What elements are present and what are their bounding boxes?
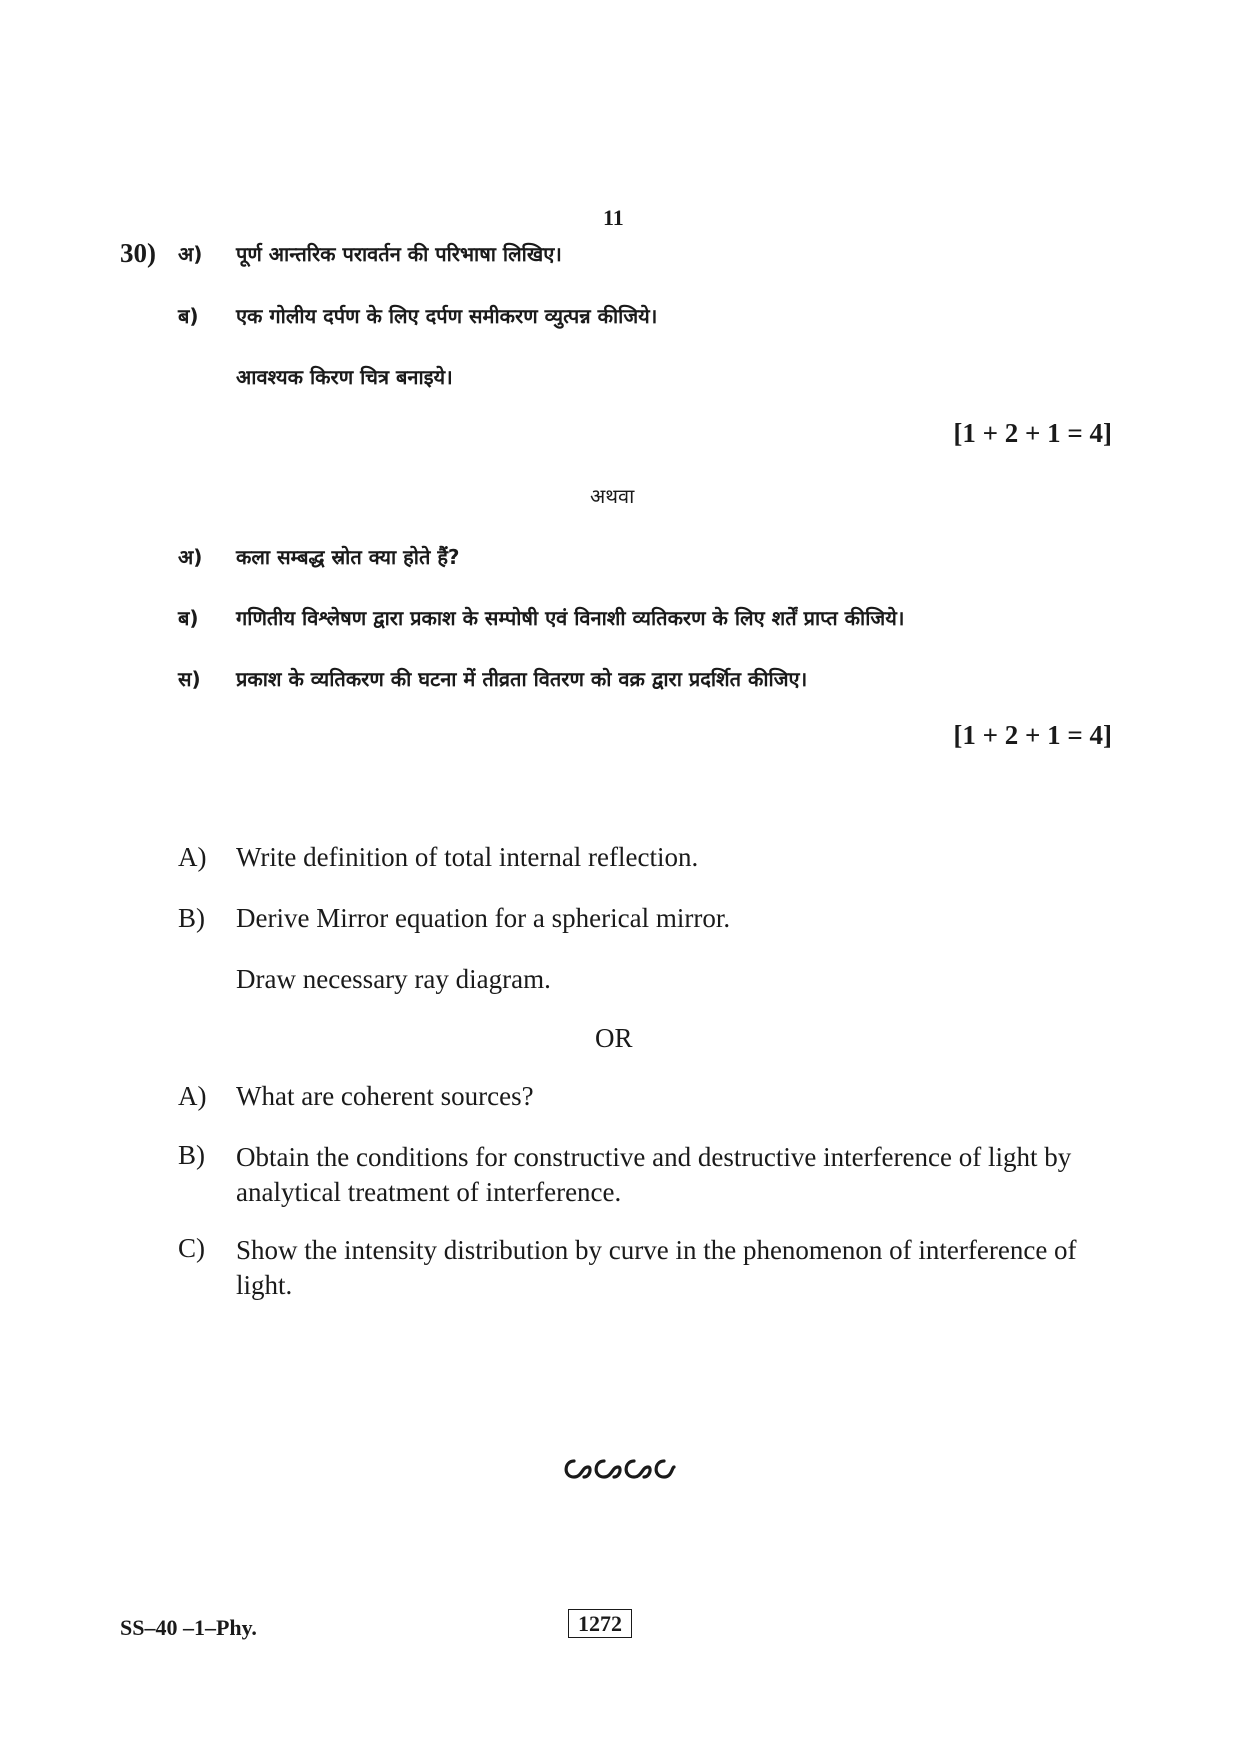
english-alt-q3-label: C) (178, 1233, 205, 1263)
hindi-q1-label: अ) (178, 242, 203, 266)
hindi-alt-q2-label: ब) (178, 606, 199, 630)
hindi-alt-q3-label: स) (178, 667, 201, 691)
english-alt-q1-text: What are coherent sources? (236, 1081, 534, 1111)
or-english: OR (595, 1023, 633, 1053)
hindi-q2-text: एक गोलीय दर्पण के लिए दर्पण समीकरण व्युत्पन्न कीजिये। (236, 304, 658, 328)
hindi-q1-text: पूर्ण आन्तरिक परावर्तन की परिभाषा लिखिए। (236, 242, 562, 266)
page-number: 11 (603, 205, 624, 230)
english-alt-q1-label: A) (178, 1081, 207, 1111)
hindi-alt-q1-label: अ) (178, 545, 203, 569)
hindi-q2-extra: आवश्यक किरण चित्र बनाइये। (236, 365, 453, 389)
footer-page-box: 1272 (568, 1609, 632, 1638)
english-q1-label: A) (178, 842, 207, 872)
english-q2-extra: Draw necessary ray diagram. (236, 964, 551, 994)
marks-hindi-alt: [1 + 2 + 1 = 4] (953, 720, 1112, 750)
english-alt-q3-text: Show the intensity distribution by curve in the phenomenon of interference of light. (236, 1235, 1077, 1300)
english-q1-text: Write definition of total internal reflection. (236, 842, 699, 872)
hindi-q2-label: ब) (178, 304, 199, 328)
hindi-alt-q3-text: प्रकाश के व्यतिकरण की घटना में तीव्रता वितरण को वक्र द्वारा प्रदर्शित कीजिए। (236, 667, 808, 691)
end-ornament-icon (560, 1453, 676, 1483)
english-alt-q2-text: Obtain the conditions for constructive and destructive interference of light by analytical treatment of interference. (236, 1142, 1072, 1207)
english-q2-label: B) (178, 903, 205, 933)
english-alt-q2-label: B) (178, 1140, 205, 1170)
hindi-alt-q1-text: कला सम्बद्ध स्रोत क्या होते हैं? (236, 545, 460, 569)
marks-hindi: [1 + 2 + 1 = 4] (953, 418, 1112, 448)
english-q2-text: Derive Mirror equation for a spherical mirror. (236, 903, 731, 933)
question-number: 30) (120, 238, 156, 268)
or-hindi: अथवा (590, 484, 635, 508)
hindi-alt-q2-text: गणितीय विश्लेषण द्वारा प्रकाश के सम्पोषी एवं विनाशी व्यतिकरण के लिए शर्तें प्राप्त कीजिये। (236, 606, 905, 630)
footer-code: SS–40 –1–Phy. (120, 1615, 257, 1640)
